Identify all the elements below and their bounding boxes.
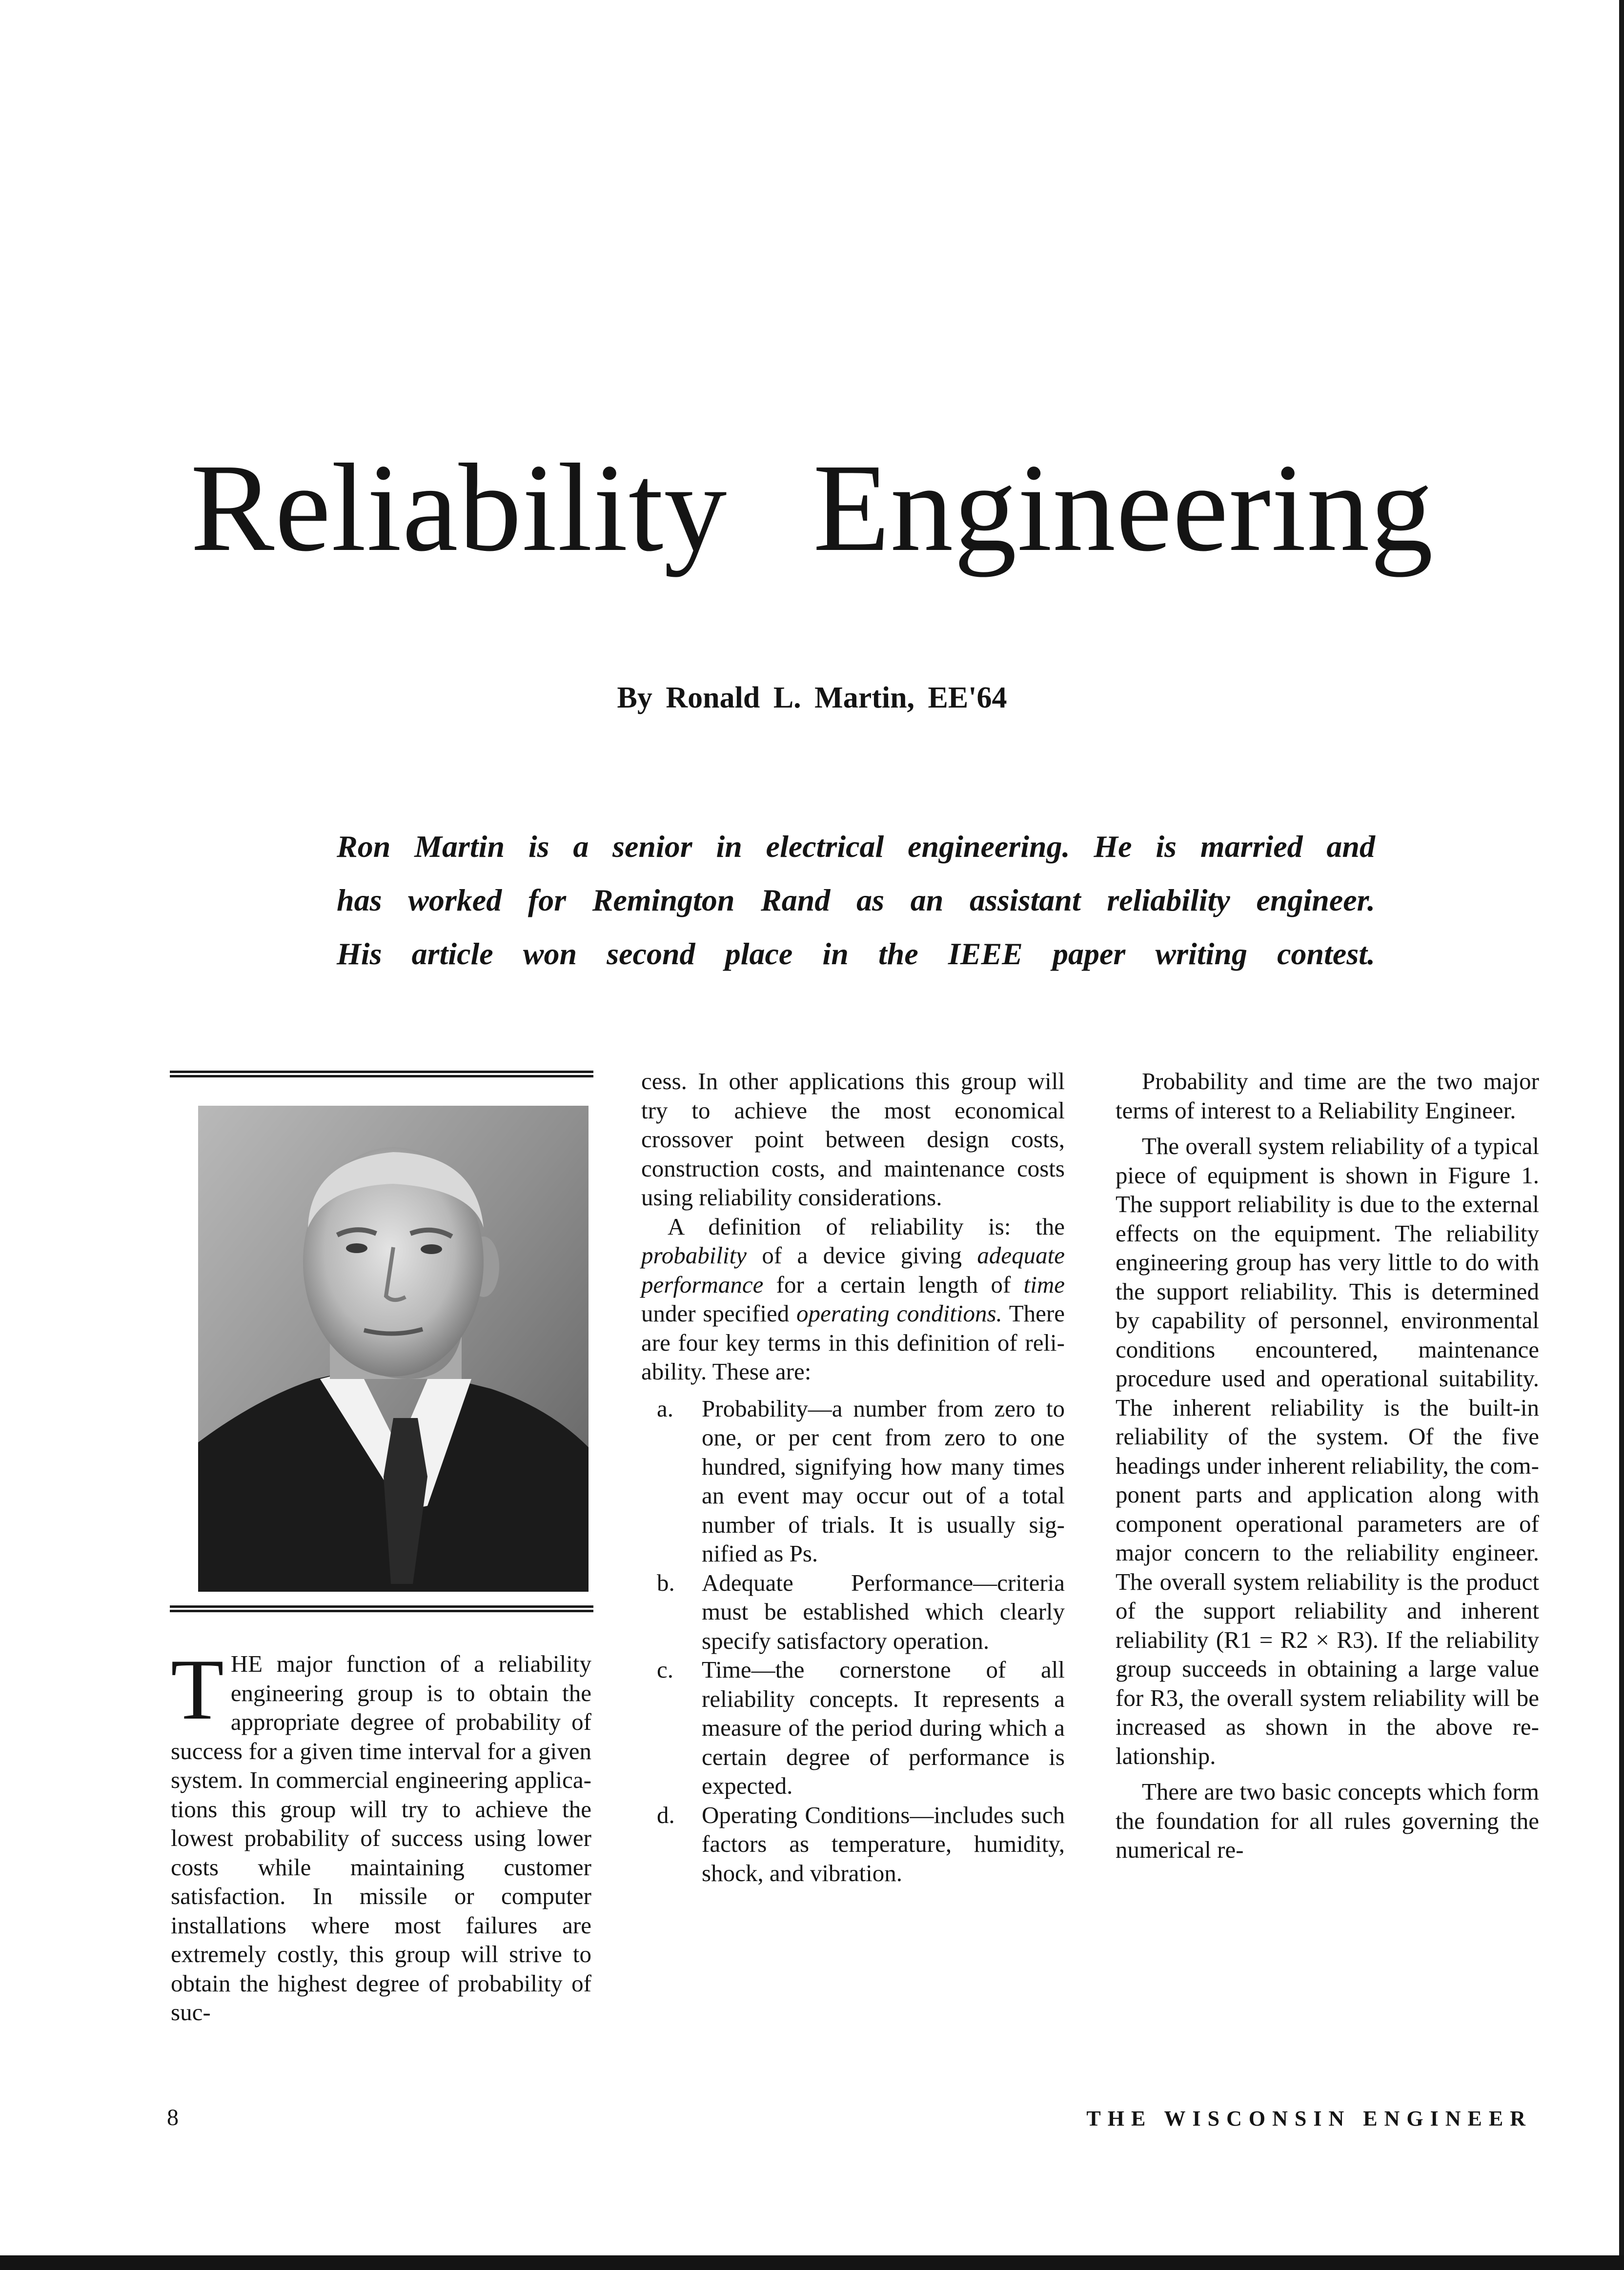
list-item [641, 1801, 1065, 1888]
body-paragraph: There are two basic concepts which form the foundation for all rules governing the numerical re- [1116, 1778, 1539, 1863]
list-item [641, 1394, 1065, 1568]
column-2 [641, 1067, 1065, 1887]
drop-cap: T [171, 1641, 224, 1738]
page-edge [1619, 0, 1624, 2270]
list-item-text: Probability—a number from zero to one, or per cent from zero to one hundred, signifying how many times an event may occur out of a total number of trials. It is usually signified as Ps. [702, 1395, 1065, 1567]
scan-bottom-edge [0, 2255, 1624, 2270]
body-paragraph: The overall system reliability of a typical piece of equipment is shown in Figure 1. The support reliability is due to the external effects on the equipment. The reliability engineering group has very little to do with the support reliability. This is determined by capability of personnel, environmental conditions encountered, maintenance procedure used and operational suitability. The inherent reliability is the built-in reliability of the system. Of the five headings under inherent reliability, the component parts and application along with component operational parameters are of major concern to the reliability engineer. The overall system reliability is the product of the support reliability and inherent reliability (R1 = R2 × R3). If the reliability group succeeds in obtaining a large value for R3, the overall system reliability will be increased as shown in the above relationship. [1116, 1133, 1539, 1769]
list-item-text: Time—the cornerstone of all reliability concepts. It represents a measure of the period during which a certain degree of performance is expected. [702, 1656, 1065, 1799]
photo-top-rule [170, 1071, 593, 1077]
list-item-text: Operating Conditions—includes such factors as temperature, humidity, shock, and vibration. [702, 1801, 1065, 1886]
opening-paragraph-text: HE major function of a reliability engineering group is to obtain the appropriate degree of probability of success for a given time interval for a given system. In commercial engineering applications this group will try to achieve the lowest probability of success using lower costs while maintaining customer satisfaction. In missile or computer installations where most failures are extremely costly, this group will strive to obtain the highest degree of probability of suc- [171, 1650, 591, 2026]
term-operating-conditions: operating conditions. [796, 1300, 1002, 1327]
definition-text: A definition of reliability is: the [668, 1213, 1065, 1240]
list-letter: b. [657, 1569, 675, 1596]
opening-paragraph [171, 1641, 591, 2027]
list-letter: c. [657, 1656, 673, 1683]
page-number: 8 [167, 2105, 179, 2130]
term-adequate-performance: adequate performance [641, 1242, 1065, 1298]
definition-text: under specified [641, 1300, 797, 1327]
article-byline: By Ronald L. Martin, EE'64 [617, 681, 1007, 714]
bio-line: Ron Martin is a senior in electrical engineering. He is married and [337, 829, 1375, 864]
term-probability: probability [641, 1242, 747, 1269]
list-item [641, 1655, 1065, 1801]
journal-name: THE WISCONSIN ENGINEER [1086, 2107, 1532, 2130]
column-1 [171, 1641, 591, 2027]
body-paragraph: Probability and time are the two major terms of interest to a Reliability Engineer. [1116, 1068, 1539, 1124]
portrait-illustration [198, 1106, 589, 1592]
definition-text: of a device giving [746, 1242, 977, 1269]
list-letter: a. [657, 1395, 673, 1422]
list-item-text: Adequate Performance—criteria must be established which clearly specify satisfactory operation. [702, 1569, 1065, 1654]
term-time: time [1023, 1271, 1065, 1298]
continuation-paragraph: cess. In other applications this group will try to achieve the most economical crossover point between design costs, construction costs, and maintenance costs using reliability considerations. [641, 1068, 1065, 1211]
list-letter: d. [657, 1801, 675, 1828]
article-title: Reliability Engineering [190, 438, 1434, 577]
photo-bottom-rule [170, 1605, 593, 1612]
author-portrait-photo [198, 1106, 589, 1592]
author-bio [337, 820, 1375, 981]
column-3 [1116, 1067, 1539, 1865]
definition-paragraph [641, 1212, 1065, 1386]
bio-line: His article won second place in the IEEE paper writing contest. [337, 936, 1375, 971]
definition-text: There are four key terms in this definition of reliability. These are: [641, 1300, 1065, 1385]
definition-text: for a certain length of [763, 1271, 1024, 1298]
list-item [641, 1568, 1065, 1656]
bio-line: has worked for Remington Rand as an assistant reliability engineer. [337, 883, 1375, 917]
